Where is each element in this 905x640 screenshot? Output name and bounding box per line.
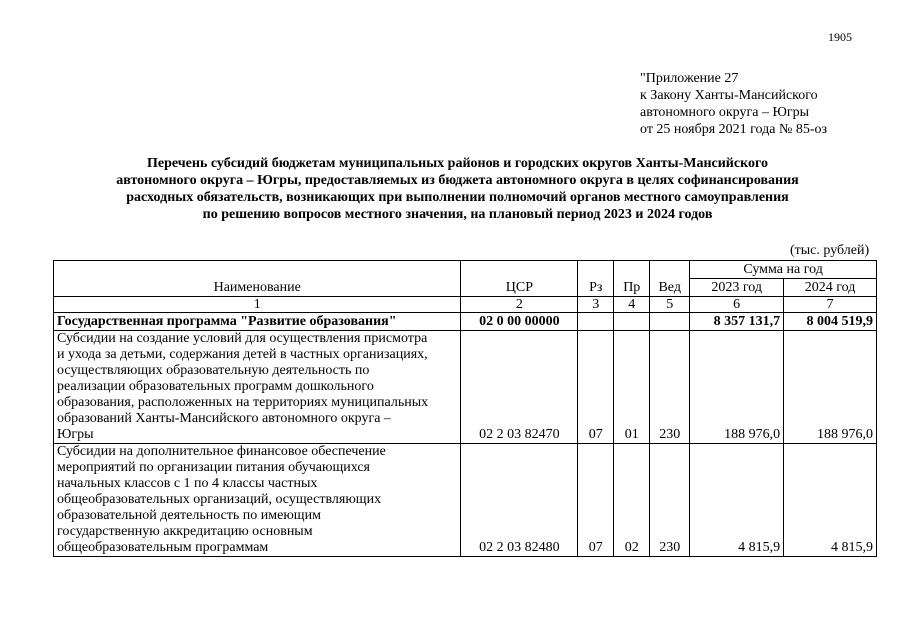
header-2023: 2023 год	[690, 279, 784, 297]
header-rz: Рз	[578, 261, 614, 297]
appendix-line: от 25 ноября 2021 года № 85-оз	[640, 122, 828, 137]
row-sum-2023: 4 815,9	[690, 444, 784, 557]
row-rz	[578, 313, 614, 331]
row-ved	[650, 313, 690, 331]
row-name: Государственная программа "Развитие образования"	[54, 313, 461, 331]
row-name	[54, 444, 461, 557]
table-row-program	[54, 313, 877, 331]
row-name-line: Субсидии на создание условий для осуществления присмотра	[57, 331, 428, 346]
subsidies-table	[53, 260, 877, 557]
column-number: 1	[54, 297, 461, 313]
row-sum-2024: 4 815,9	[784, 444, 877, 557]
row-name	[54, 331, 461, 444]
row-name-line: и ухода за детьми, содержания детей в частных организациях,	[57, 347, 428, 362]
row-name-line: государственную аккредитацию основным	[57, 524, 313, 539]
header-pr: Пр	[614, 261, 650, 297]
title-line: Перечень субсидий бюджетам муниципальных районов и городских округов Ханты-Мансийского	[147, 156, 768, 171]
row-name-line: реализации образовательных программ дошкольного	[57, 379, 374, 394]
header-sum: Сумма на год	[690, 261, 877, 279]
row-pr: 01	[614, 331, 650, 444]
appendix-line: к Закону Ханты-Мансийского	[640, 88, 818, 103]
header-row	[54, 261, 877, 279]
document-title	[60, 155, 855, 223]
column-number-row	[54, 297, 877, 313]
table-row	[54, 444, 877, 557]
row-name-line: Югры	[57, 427, 94, 442]
row-csr: 02 2 03 82480	[461, 444, 578, 557]
title-line: расходных обязательств, возникающих при выполнении полномочий органов местного самоуправления	[126, 190, 789, 205]
row-rz: 07	[578, 331, 614, 444]
table-row	[54, 331, 877, 444]
row-sum-2024: 188 976,0	[784, 331, 877, 444]
appendix-reference	[640, 70, 827, 138]
page-number: 1905	[828, 30, 852, 44]
appendix-line: автономного округа – Югры	[640, 105, 809, 120]
header-csr: ЦСР	[461, 261, 578, 297]
row-rz: 07	[578, 444, 614, 557]
column-number: 6	[690, 297, 784, 313]
column-number: 7	[784, 297, 877, 313]
row-ved: 230	[650, 444, 690, 557]
row-name-line: начальных классов с 1 по 4 классы частных	[57, 476, 318, 491]
units-label: (тыс. рублей)	[790, 243, 870, 258]
row-name-line: общеобразовательным программам	[57, 540, 269, 555]
column-number: 3	[578, 297, 614, 313]
row-name-line: осуществляющих образовательную деятельность по	[57, 363, 370, 378]
row-name-line: мероприятий по организации питания обучающихся	[57, 460, 370, 475]
row-name-line: Субсидии на дополнительное финансовое обеспечение	[57, 444, 386, 459]
header-name: Наименование	[54, 261, 461, 297]
row-pr: 02	[614, 444, 650, 557]
column-number: 4	[614, 297, 650, 313]
row-pr	[614, 313, 650, 331]
column-number: 2	[461, 297, 578, 313]
column-number: 5	[650, 297, 690, 313]
row-name-line: образования, расположенных на территориях муниципальных	[57, 395, 429, 410]
header-2024: 2024 год	[784, 279, 877, 297]
row-sum-2024: 8 004 519,9	[784, 313, 877, 331]
row-sum-2023: 188 976,0	[690, 331, 784, 444]
row-name-line: образовательной деятельность по имеющим	[57, 508, 321, 523]
title-line: по решению вопросов местного значения, на плановый период 2023 и 2024 годов	[202, 207, 713, 222]
row-sum-2023: 8 357 131,7	[690, 313, 784, 331]
row-csr: 02 0 00 00000	[461, 313, 578, 331]
appendix-line: "Приложение 27	[640, 71, 739, 86]
row-name-line: образований Ханты-Мансийского автономного округа –	[57, 411, 391, 426]
row-name-line: общеобразовательных организаций, осуществляющих	[57, 492, 382, 507]
title-line: автономного округа – Югры, предоставляемых из бюджета автономного округа в целях софинансирования	[116, 173, 799, 188]
header-ved: Вед	[650, 261, 690, 297]
row-ved: 230	[650, 331, 690, 444]
row-csr: 02 2 03 82470	[461, 331, 578, 444]
